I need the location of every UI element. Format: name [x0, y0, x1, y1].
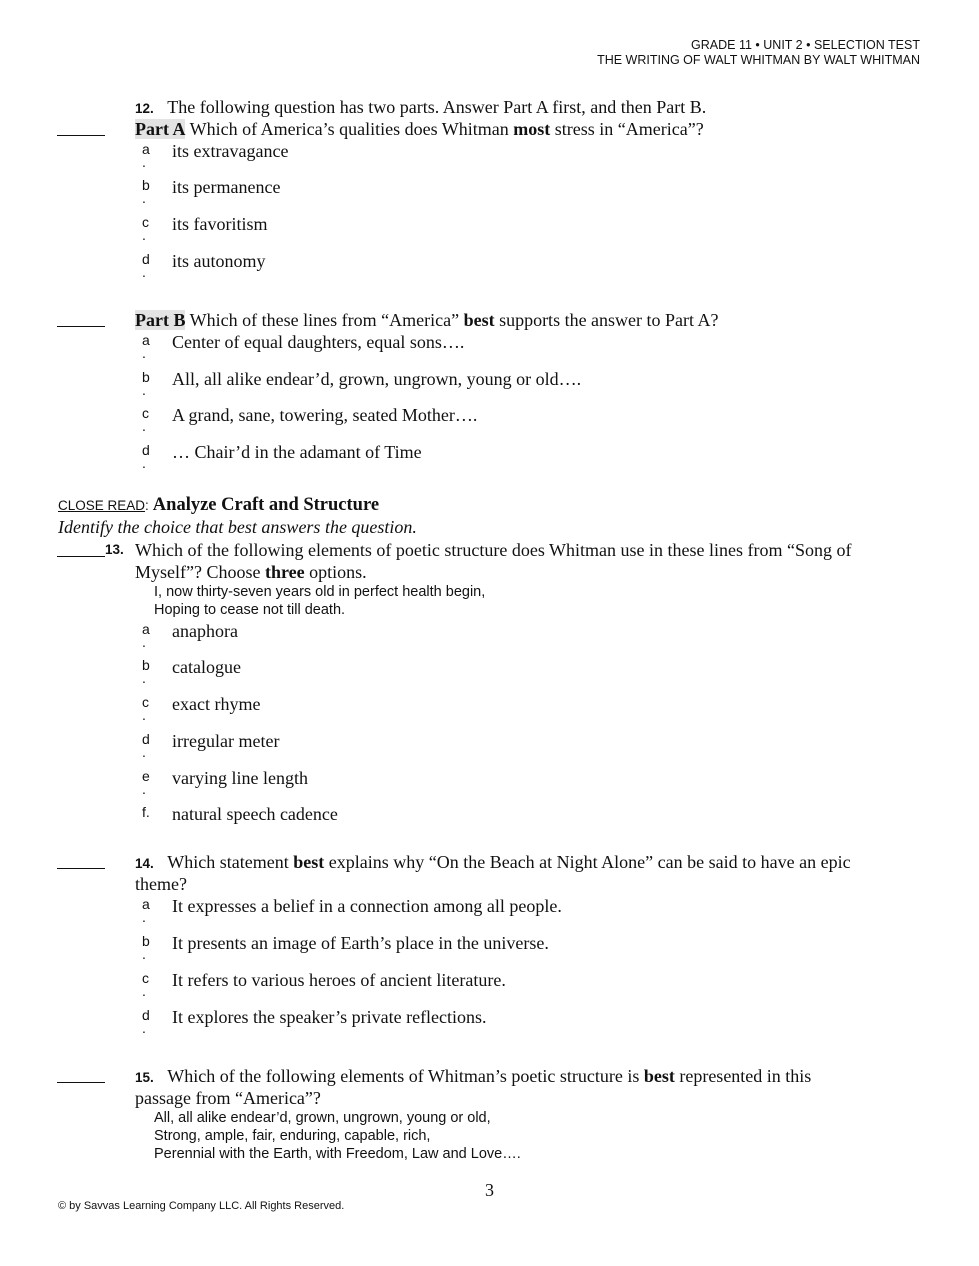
- section-title: Analyze Craft and Structure: [152, 495, 380, 515]
- q13-option-d-letter: d .: [142, 731, 150, 760]
- q12b-answer-blank[interactable]: [57, 326, 105, 327]
- q14-option-b-letter: b .: [142, 933, 150, 962]
- q15-poem: [154, 1109, 521, 1163]
- q12a-option-b-letter: b .: [142, 177, 150, 206]
- q15-line1-post: represented in this: [674, 1066, 812, 1086]
- q14-prompt-line2: theme?: [135, 874, 187, 894]
- q15-line1-bold: best: [643, 1066, 675, 1086]
- q12a-option-c[interactable]: its favoritism: [172, 214, 268, 234]
- q13-option-d[interactable]: irregular meter: [172, 731, 280, 751]
- q12b-option-b[interactable]: All, all alike endear’d, grown, ungrown, young or old….: [172, 369, 582, 389]
- q12b-prompt: [135, 309, 719, 331]
- section-heading: [58, 495, 379, 516]
- q12a-option-d[interactable]: its autonomy: [172, 251, 266, 271]
- q15-line1-pre: Which of the following elements of Whitman’s poetic structure is: [167, 1066, 644, 1086]
- q12a-text-post: stress in “America”?: [550, 119, 704, 139]
- q15-prompt-line1: [135, 1065, 811, 1089]
- q13-line2-pre: Myself”? Choose: [135, 562, 265, 582]
- q13-option-e-letter: e .: [142, 768, 150, 797]
- q13-option-f-letter: f.: [142, 804, 150, 820]
- q12b-option-b-letter: b .: [142, 369, 150, 398]
- q13-number: 13.: [105, 542, 124, 557]
- close-read-label: CLOSE READ: [58, 498, 146, 513]
- q12a-option-b[interactable]: its permanence: [172, 177, 281, 197]
- section-instructions: Identify the choice that best answers the question.: [58, 517, 417, 537]
- q14-number: 14.: [135, 856, 154, 871]
- q12a-text-bold: most: [513, 119, 551, 139]
- copyright-notice: © by Savvas Learning Company LLC. All Rights Reserved.: [58, 1200, 345, 1212]
- q12b-option-c[interactable]: A grand, sane, towering, seated Mother….: [172, 405, 478, 425]
- q13-option-f[interactable]: natural speech cadence: [172, 804, 338, 824]
- header-grade-unit: GRADE 11 • UNIT 2 • SELECTION TEST: [691, 38, 920, 52]
- q12a-option-c-letter: c .: [142, 214, 149, 243]
- page-number: 3: [485, 1180, 494, 1200]
- part-a-label: Part A: [135, 119, 186, 139]
- q13-poem-line: Hoping to cease not till death.: [154, 602, 346, 618]
- q13-option-e[interactable]: varying line length: [172, 768, 308, 788]
- q12a-text-pre: Which of America’s qualities does Whitman: [189, 119, 514, 139]
- q15-number: 15.: [135, 1070, 154, 1085]
- q13-option-b-letter: b .: [142, 657, 150, 686]
- q13-prompt-line2: [135, 561, 367, 583]
- q12b-option-c-letter: c .: [142, 405, 149, 434]
- q13-answer-blank[interactable]: [57, 556, 105, 557]
- q15-poem-line: All, all alike endear’d, grown, ungrown, young or old,: [154, 1110, 491, 1126]
- q13-option-a[interactable]: anaphora: [172, 621, 238, 641]
- close-read-colon: :: [145, 498, 149, 513]
- q14-line1-pre: Which statement: [167, 852, 294, 872]
- q14-option-c-letter: c .: [142, 970, 149, 999]
- q14-option-a-letter: a .: [142, 896, 150, 925]
- q12b-option-d-letter: d .: [142, 442, 150, 471]
- q12-intro: [135, 96, 706, 120]
- q13-poem: [154, 583, 485, 619]
- q14-option-a[interactable]: It expresses a belief in a connection among all people.: [172, 896, 562, 916]
- q12a-option-a-letter: a .: [142, 141, 150, 170]
- q13-option-a-letter: a .: [142, 621, 150, 650]
- q13-option-b[interactable]: catalogue: [172, 657, 241, 677]
- q13-prompt-line1: Which of the following elements of poetic structure does Whitman use in these lines from “Song of: [135, 540, 852, 560]
- q13-poem-line: I, now thirty-seven years old in perfect health begin,: [154, 584, 486, 600]
- q12a-option-d-letter: d .: [142, 251, 150, 280]
- q12b-text-bold: best: [463, 310, 495, 330]
- q14-answer-blank[interactable]: [57, 868, 105, 869]
- q13-option-c-letter: c .: [142, 694, 149, 723]
- part-b-label: Part B: [135, 310, 186, 330]
- header-test-title: THE WRITING OF WALT WHITMAN BY WALT WHITMAN: [597, 53, 920, 67]
- q12b-option-a[interactable]: Center of equal daughters, equal sons….: [172, 332, 465, 352]
- q12-intro-text: The following question has two parts. Answer Part A first, and then Part B.: [167, 97, 707, 117]
- q15-poem-line: Strong, ample, fair, enduring, capable, rich,: [154, 1128, 431, 1144]
- q14-prompt-line1: [135, 851, 851, 875]
- q13-line2-post: options.: [304, 562, 367, 582]
- q15-prompt-line2: passage from “America”?: [135, 1088, 321, 1108]
- q14-option-c[interactable]: It refers to various heroes of ancient literature.: [172, 970, 506, 990]
- q14-option-b[interactable]: It presents an image of Earth’s place in the universe.: [172, 933, 549, 953]
- q12b-option-d[interactable]: … Chair’d in the adamant of Time: [172, 442, 422, 462]
- q12b-option-a-letter: a .: [142, 332, 150, 361]
- q15-answer-blank[interactable]: [57, 1082, 105, 1083]
- q14-option-d[interactable]: It explores the speaker’s private reflections.: [172, 1007, 487, 1027]
- q12a-answer-blank[interactable]: [57, 135, 105, 136]
- q12b-text-post: supports the answer to Part A?: [494, 310, 719, 330]
- q13-line2-bold: three: [264, 562, 305, 582]
- page-header: [597, 38, 920, 68]
- q14-option-d-letter: d .: [142, 1007, 150, 1036]
- q12a-option-a[interactable]: its extravagance: [172, 141, 289, 161]
- q13-option-c[interactable]: exact rhyme: [172, 694, 261, 714]
- q15-poem-line: Perennial with the Earth, with Freedom, Law and Love….: [154, 1146, 521, 1162]
- q12a-prompt: [135, 118, 704, 140]
- q12b-text-pre: Which of these lines from “America”: [189, 310, 464, 330]
- q14-line1-bold: best: [293, 852, 325, 872]
- q14-line1-post: explains why “On the Beach at Night Alone” can be said to have an epic: [324, 852, 851, 872]
- q12-number: 12.: [135, 101, 154, 116]
